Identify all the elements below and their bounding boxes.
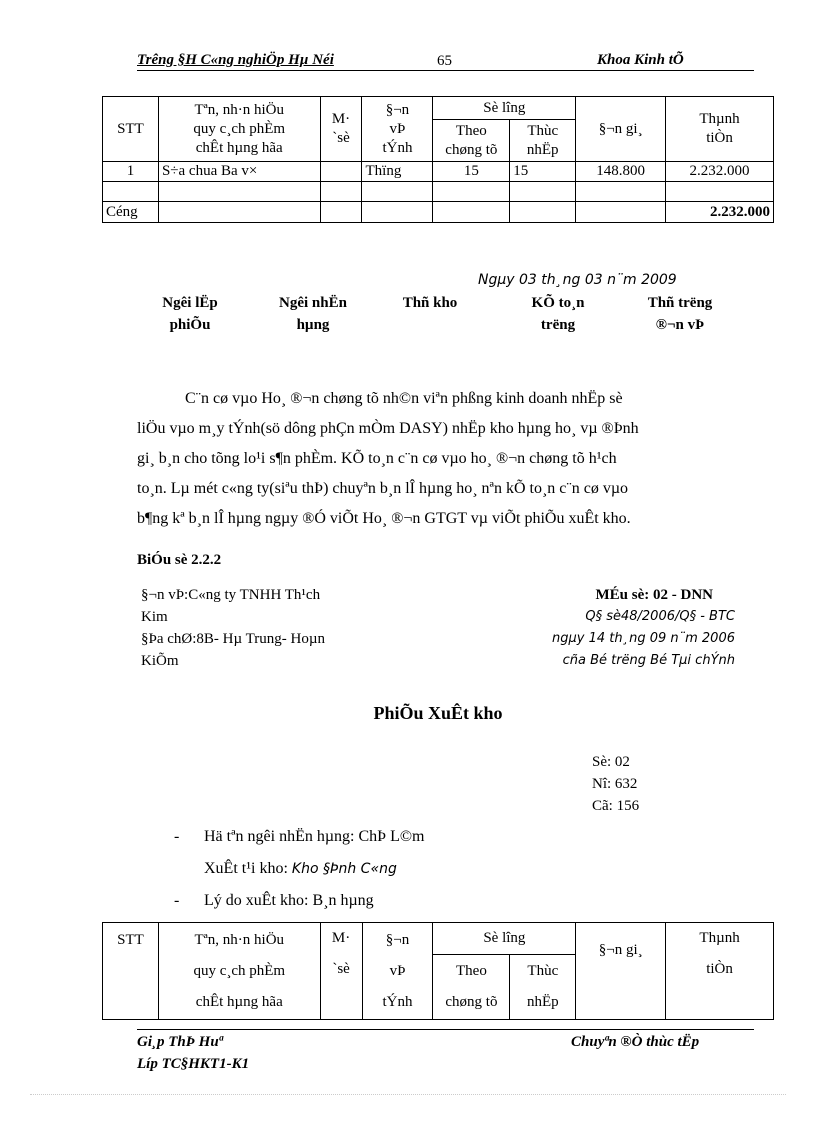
- header-amount: Thµnh tiÒn: [666, 97, 774, 162]
- reason-field: - Lý do xuÊt kho: B¸n hµng: [204, 892, 374, 910]
- goods-table-1: [102, 96, 774, 223]
- header-unit-price: §¬n gi¸: [576, 923, 666, 1020]
- row-qty-actual: 15: [510, 162, 576, 182]
- header-product-name: Tªn, nh·n hiÖu quy c¸ch phÈm chÊt hµng hãa: [158, 923, 320, 1020]
- header-unit: §¬n vÞ tÝnh: [362, 97, 433, 162]
- footer-rule: [137, 1029, 754, 1030]
- header-qty-actual: Thùc nhËp: [510, 955, 576, 1020]
- header-unit-price: §¬n gi¸: [576, 97, 666, 162]
- header-qty-document: Theo chøng tõ: [433, 120, 510, 162]
- header-unit: §¬n vÞ tÝnh: [362, 923, 433, 1020]
- header-quantity: Sè lîng: [433, 97, 576, 120]
- total-amount: 2.232.000: [666, 202, 774, 223]
- row-stt: 1: [103, 162, 159, 182]
- signature-preparer: Ngêi lËp phiÕu: [162, 295, 218, 333]
- date-line: Ngµy 03 th¸ng 03 n¨m 2009: [478, 272, 677, 288]
- header-code: M· `sè: [320, 923, 362, 1020]
- bottom-dotted-rule: [30, 1094, 786, 1095]
- header-quantity: Sè lîng: [433, 923, 576, 955]
- header-qty-document: Theo chøng tõ: [433, 955, 510, 1020]
- warehouse-field: XuÊt t¹i kho: Kho §Þnh C«ng: [204, 860, 397, 877]
- header-code: M· `sè: [320, 97, 362, 162]
- table-row: [103, 162, 774, 182]
- row-unit-price: 148.800: [576, 162, 666, 182]
- header-school: Trêng §H C«ng nghiÖp Hµ Néi: [137, 52, 334, 68]
- signature-chief-accountant: KÕ to¸n trëng: [531, 295, 585, 333]
- body-paragraph: C¨n cø vµo Ho¸ ®¬n chøng tõ nh©n viªn phßng kinh doanh nhËp sè liÖu vµo m¸y tÝnh(sö dông phÇn mÒm DASY) nhËp kho hµng ho¸ vµ ®Þnh gi¸ b¸n cho tõng lo¹i s¶n phÈm. KÕ to¸n c¨n cø vµo ho¸ ®¬n chøng tõ h¹ch to¸n. Lµ mét c«ng ty(siªu thÞ) chuyªn b¸n lÎ hµng ho¸ nªn kÕ to¸n c¨n cø vµo b¶ng kª b¸n lÎ hµng ngµy ®Ó viÕt Ho¸ ®¬n GTGT vµ viÕt phiÕu xuÊt kho.: [137, 390, 639, 527]
- row-amount: 2.232.000: [666, 162, 774, 182]
- row-unit: Thïng: [362, 162, 433, 182]
- table-total-row: [103, 202, 774, 223]
- total-label: Céng: [103, 202, 159, 223]
- header-rule: [137, 70, 754, 71]
- signature-unit-head: Thñ trëng ®¬n vÞ: [647, 295, 713, 333]
- header-qty-actual: Thùc nhËp: [510, 120, 576, 162]
- row-code: [320, 162, 362, 182]
- header-stt: STT: [103, 923, 159, 1020]
- goods-table-2: [102, 922, 774, 1020]
- row-qty-document: 15: [433, 162, 510, 182]
- signature-receiver: Ngêi nhËn hµng: [279, 295, 347, 333]
- header-product-name: Tªn, nh·n hiÖu quy c¸ch phÈm chÊt hµng hãa: [158, 97, 320, 162]
- document-title: PhiÕu XuÊt kho: [373, 703, 503, 723]
- footer-topic: Chuyªn ®Ò thùc tËp: [571, 1034, 700, 1050]
- header-stt: STT: [103, 97, 159, 162]
- voucher-info: Sè: 02 Nî: 632 Cã: 156: [592, 754, 640, 814]
- footer-class: Líp TC§HKT1-K1: [137, 1056, 250, 1072]
- footer-author: Gi¸p ThÞ Huª: [137, 1034, 223, 1050]
- header-page-number: 65: [437, 53, 452, 69]
- unit-info: §¬n vÞ:C«ng ty TNHH Th¹ch Kim §Þa chØ:8B- Hµ Trung- Hoµn KiÕm: [141, 587, 325, 669]
- header-amount: Thµnh tiÒn: [666, 923, 774, 1020]
- form-info: MÉu sè: 02 - DNN Q§ sè48/2006/Q§ - BTC ngµy 14 th¸ng 09 n¨m 2006 cña Bé trëng Bé Tµi chÝnh: [551, 587, 735, 668]
- header-faculty: Khoa Kinh tÕ: [597, 52, 684, 68]
- table-row-empty: [103, 182, 774, 202]
- receiver-field: - Hä tªn ngêi nhËn hµng: ChÞ L©m: [204, 828, 424, 846]
- figure-label: BiÓu sè 2.2.2: [137, 552, 222, 568]
- signature-storekeeper: Thñ kho: [402, 295, 458, 311]
- row-product-name: S÷a chua Ba v×: [158, 162, 320, 182]
